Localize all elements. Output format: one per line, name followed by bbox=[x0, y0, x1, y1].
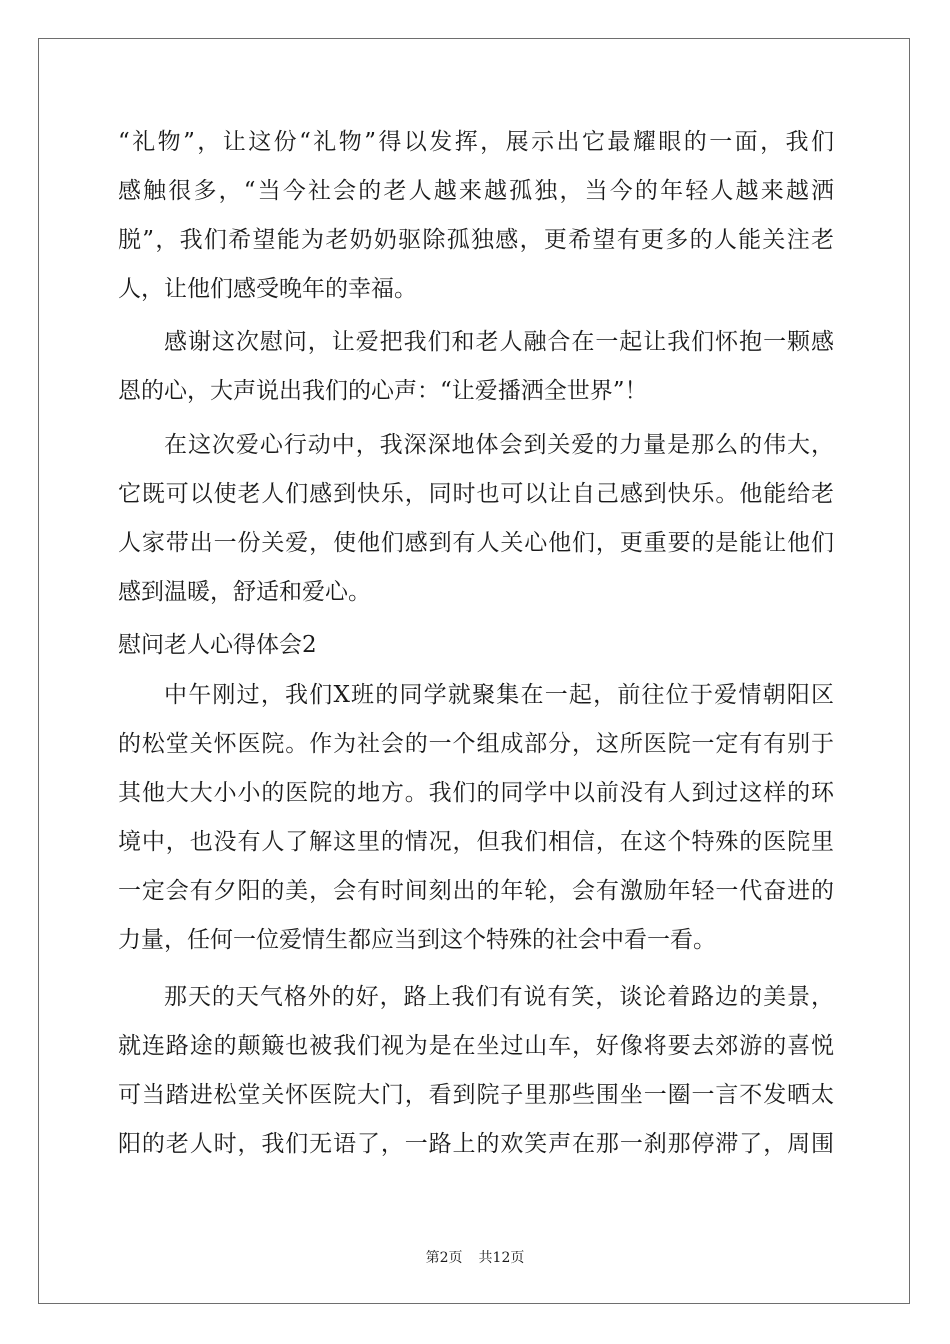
text-line: 一定会有夕阳的美，会有时间刻出的年轮，会有激励年轻一代奋进的 bbox=[118, 878, 834, 904]
text-line: 其他大大小小的医院的地方。我们的同学中以前没有人到过这样的环 bbox=[118, 780, 834, 806]
text-line: 可当踏进松堂关怀医院大门，看到院子里那些围坐一圈一言不发晒太 bbox=[118, 1082, 834, 1108]
text-line: 感触很多，“当今社会的老人越来越孤独，当今的年轻人越来越洒 bbox=[118, 178, 834, 204]
text-line: 阳的老人时，我们无语了，一路上的欢笑声在那一刹那停滞了，周围 bbox=[118, 1131, 834, 1157]
page-footer bbox=[0, 1249, 950, 1267]
page-number: 第2页 bbox=[425, 1250, 463, 1266]
text-line: “礼物”，让这份“礼物”得以发挥，展示出它最耀眼的一面，我们 bbox=[118, 129, 834, 155]
text-line: 在这次爱心行动中，我深深地体会到关爱的力量是那么的伟大， bbox=[164, 432, 834, 458]
text-line: 那天的天气格外的好，路上我们有说有笑，谈论着路边的美景， bbox=[164, 984, 834, 1010]
text-line: 的松堂关怀医院。作为社会的一个组成部分，这所医院一定有有别于 bbox=[118, 731, 834, 757]
text-line: 感谢这次慰问，让爱把我们和老人融合在一起让我们怀抱一颗感 bbox=[164, 329, 834, 355]
text-line: 脱”，我们希望能为老奶奶驱除孤独感，更希望有更多的人能关注老 bbox=[118, 227, 834, 253]
text-line: 恩的心，大声说出我们的心声：“让爱播洒全世界”！ bbox=[118, 378, 648, 404]
text-line: 境中，也没有人了解这里的情况，但我们相信，在这个特殊的医院里 bbox=[118, 829, 834, 855]
text-line: 它既可以使老人们感到快乐，同时也可以让自己感到快乐。他能给老 bbox=[118, 481, 834, 507]
text-line: 人家带出一份关爱，使他们感到有人关心他们，更重要的是能让他们 bbox=[118, 530, 834, 556]
text-line: 力量，任何一位爱情生都应当到这个特殊的社会中看一看。 bbox=[118, 927, 716, 953]
text-line: 就连路途的颠簸也被我们视为是在坐过山车，好像将要去郊游的喜悦 bbox=[118, 1033, 834, 1059]
text-line: 中午刚过，我们X班的同学就聚集在一起，前往位于爱情朝阳区 bbox=[164, 682, 834, 708]
text-line: 人，让他们感受晚年的幸福。 bbox=[118, 276, 417, 302]
section-heading: 慰问老人心得体会2 bbox=[118, 632, 317, 658]
page-total: 共12页 bbox=[478, 1250, 525, 1266]
text-line: 感到温暖，舒适和爱心。 bbox=[118, 579, 371, 605]
